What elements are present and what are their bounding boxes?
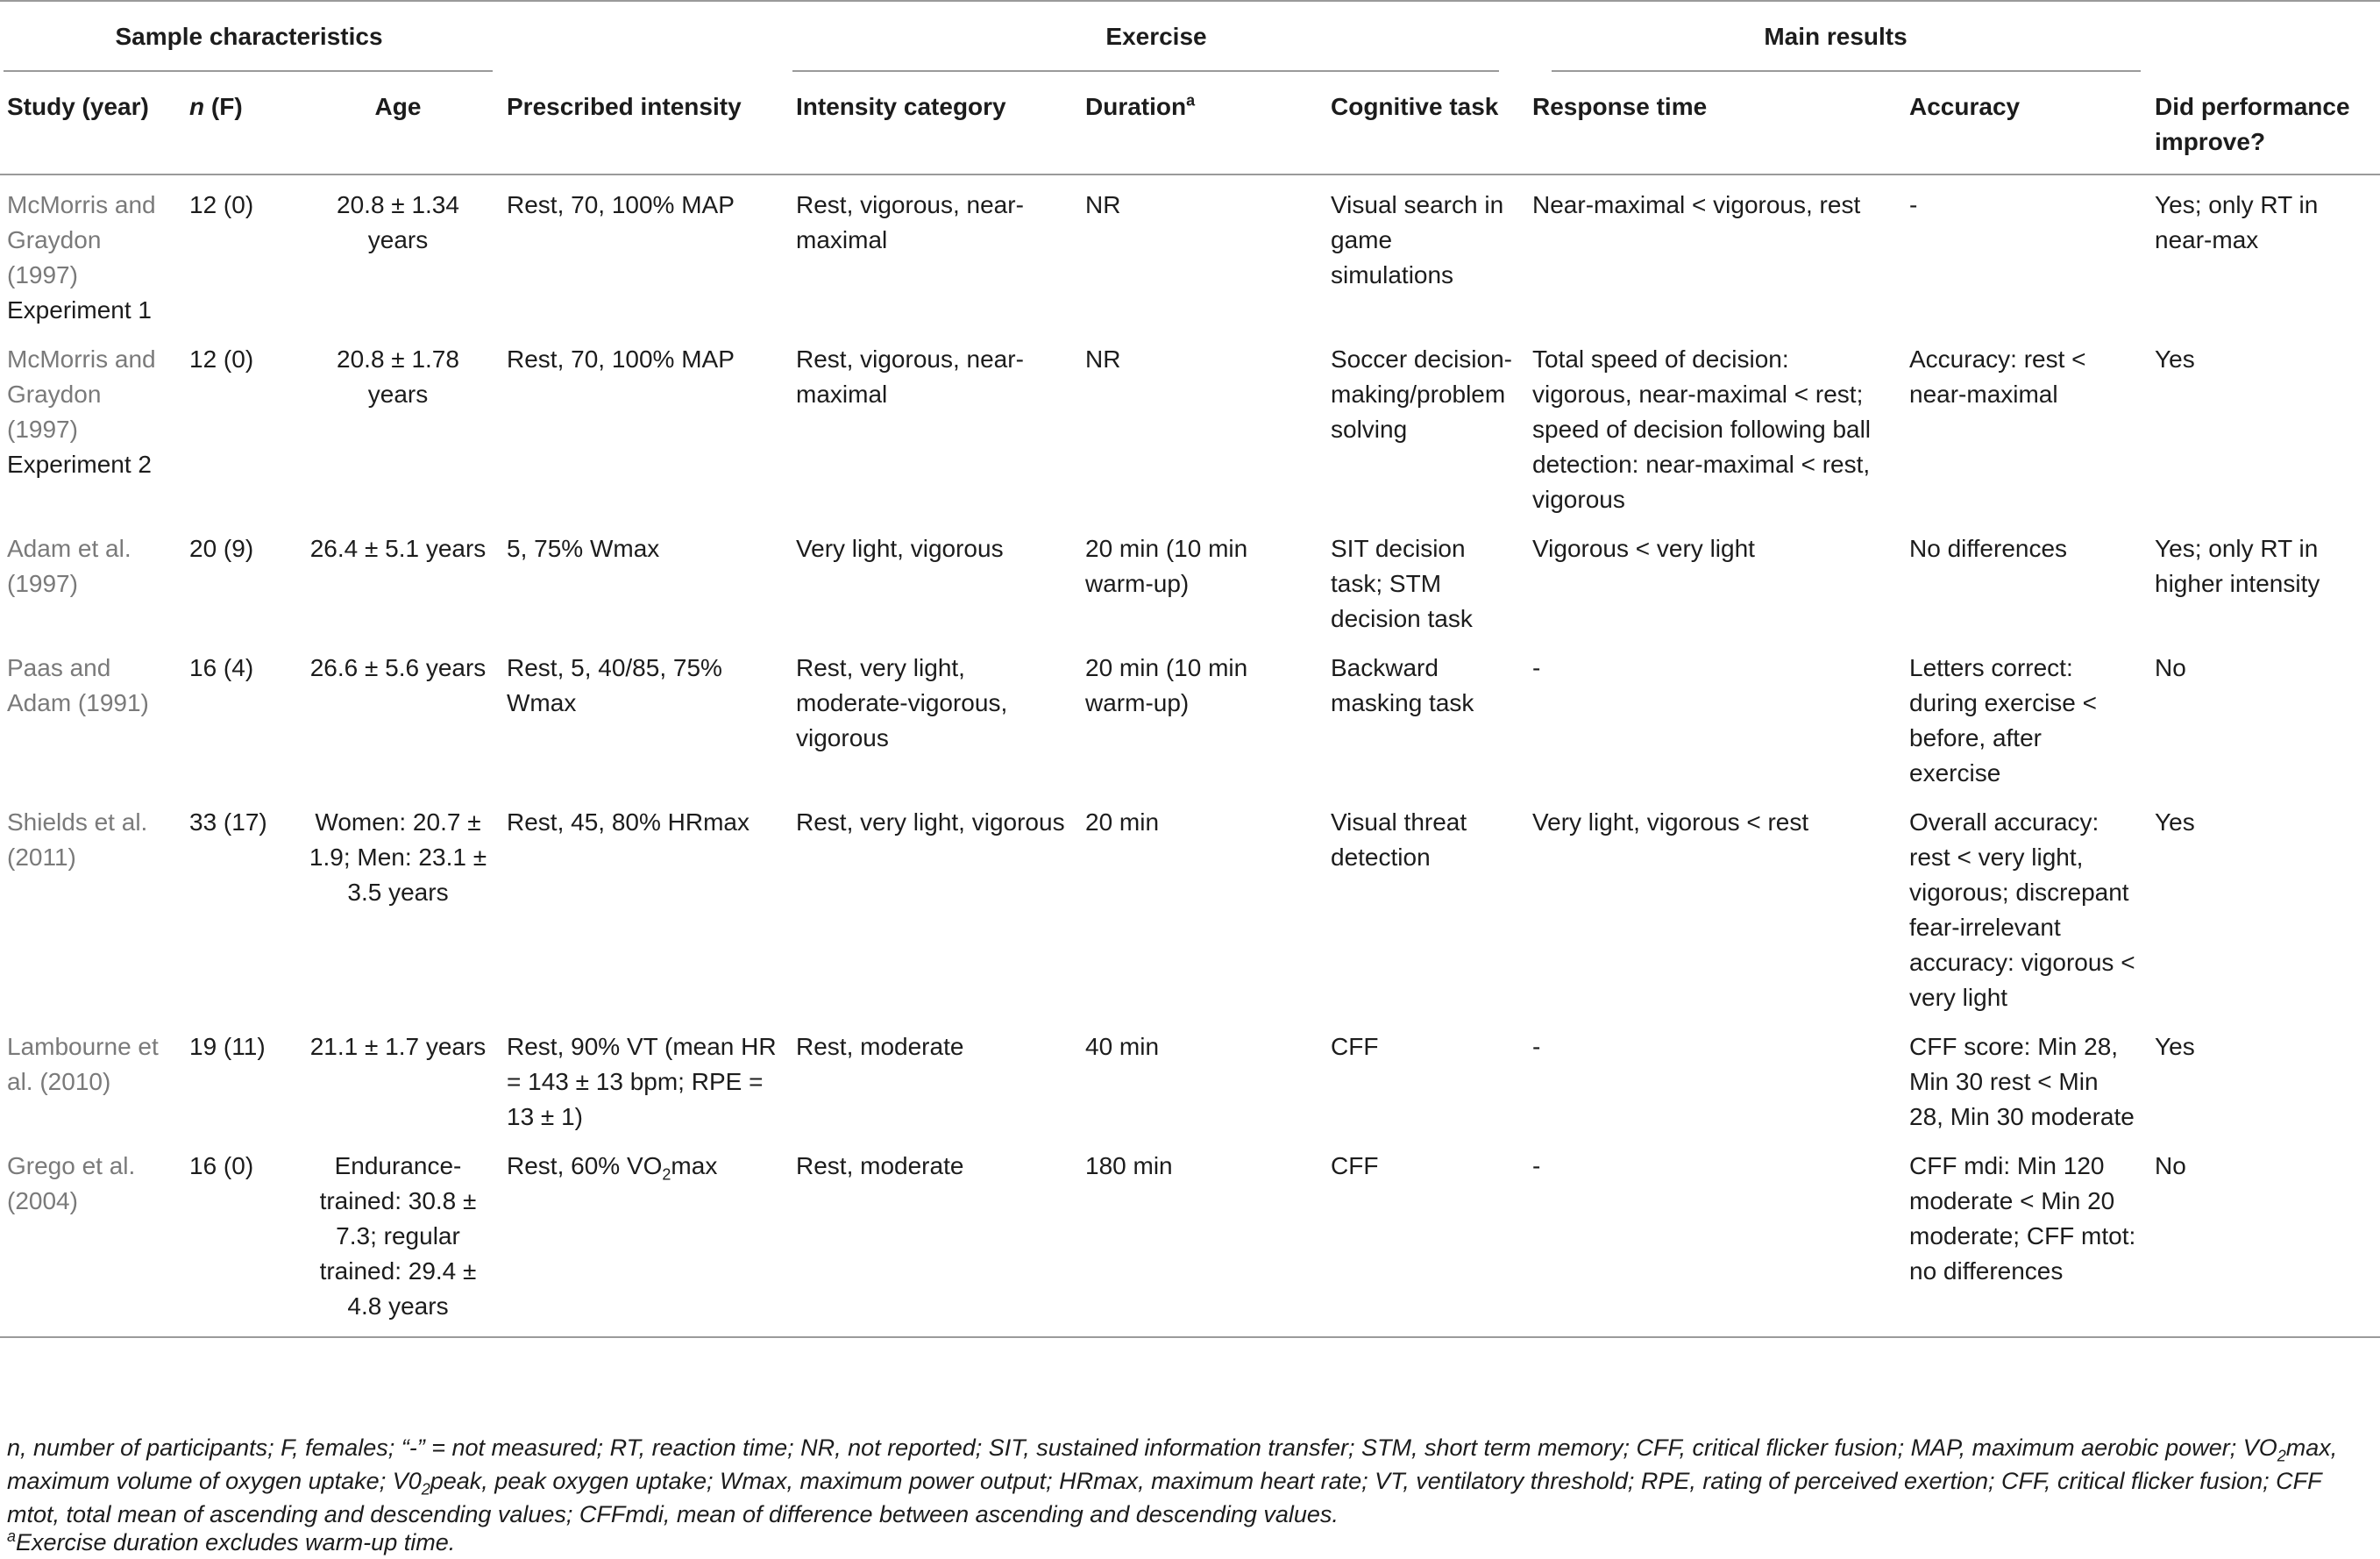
footnote-subscript: 2	[421, 1480, 430, 1498]
cell-age: 20.8 ± 1.34 years	[337, 191, 459, 253]
cell-duration: 180 min	[1078, 1136, 1324, 1337]
cell-accuracy: CFF score: Min 28, Min 30 rest < Min 28, Min 30 moderate	[1909, 1033, 2135, 1130]
cell-age: 20.8 ± 1.78 years	[337, 345, 459, 408]
cell-n: 16 (0)	[182, 1136, 298, 1337]
table-body	[0, 174, 2380, 1337]
cell-duration: NR	[1085, 345, 1121, 373]
cell-category: Rest, very light, vigorous	[796, 808, 1065, 836]
table-header	[0, 1, 2380, 174]
cell-age: Women: 20.7 ± 1.9; Men: 23.1 ± 3.5 years	[309, 808, 487, 906]
cell-n: 19 (11)	[189, 1033, 266, 1060]
col-duration-label: Duration	[1085, 93, 1187, 120]
cell-task: Visual threat detection	[1331, 808, 1467, 871]
cell-task: SIT decision task; STM decision task	[1331, 535, 1473, 632]
cell-n: 12 (0)	[189, 191, 254, 218]
cell-category: Very light, vigorous	[796, 535, 1004, 562]
cell-study: Lambourne et al. (2010)	[7, 1033, 159, 1095]
cell-rt: Near-maximal < vigorous, rest	[1532, 191, 1861, 218]
cell-accuracy: -	[1909, 191, 1918, 218]
col-accuracy: Accuracy	[1909, 93, 2021, 120]
cell-accuracy: Letters correct: during exercise < before, after exercise	[1909, 654, 2098, 787]
cell-duration: 40 min	[1085, 1033, 1160, 1060]
cell-study: Grego et al. (2004)	[0, 1136, 182, 1337]
cell-intensity: Rest, 5, 40/85, 75% Wmax	[507, 654, 722, 716]
group-main-results: Main results	[1525, 1, 2148, 72]
cell-duration: 20 min	[1085, 808, 1160, 836]
cell-n: 12 (0)	[189, 345, 254, 373]
footnote-subscript: 2	[2277, 1447, 2286, 1465]
cell-category: Rest, vigorous, near-maximal	[796, 345, 1024, 408]
cell-study: Paas and Adam (1991)	[7, 654, 149, 716]
cell-age: 26.6 ± 5.6 years	[309, 654, 487, 681]
cell-category: Rest, moderate	[789, 1136, 1078, 1337]
cell-improve: Yes	[2155, 1033, 2195, 1060]
cell-accuracy: No differences	[1909, 535, 2068, 562]
col-duration-sup: a	[1186, 91, 1196, 110]
cell-improve: No	[2148, 1136, 2380, 1337]
col-study: Study (year)	[7, 93, 149, 120]
col-n-italic: n	[189, 93, 205, 120]
col-n-rest: (F)	[204, 93, 243, 120]
study-name: McMorris and Graydon (1997)	[7, 191, 156, 288]
cell-task: Soccer decision-making/problem solving	[1331, 345, 1512, 443]
cell-intensity: Rest, 45, 80% HRmax	[507, 808, 750, 836]
intensity-subscript: 2	[662, 1165, 671, 1184]
col-duration	[1078, 72, 1324, 174]
cell-improve: No	[2155, 654, 2186, 681]
cell-task: Backward masking task	[1331, 654, 1474, 716]
experiment-label: Experiment 1	[7, 296, 152, 324]
cell-rt: Total speed of decision: vigorous, near-maximal < rest; speed of decision following ball detection: near-maximal < rest, vigorous	[1532, 345, 1872, 513]
cell-intensity	[500, 1136, 789, 1337]
cell-intensity: Rest, 70, 100% MAP	[507, 191, 735, 218]
cell-age: 21.1 ± 1.7 years	[309, 1033, 487, 1060]
table-footnote-duration	[7, 1526, 2374, 1559]
col-response-time: Response time	[1532, 93, 1708, 120]
table-row	[0, 174, 2380, 330]
col-intensity-category: Intensity category	[796, 93, 1006, 120]
cell-rt: -	[1525, 1136, 1902, 1337]
cell-category: Rest, moderate	[796, 1033, 964, 1060]
cell-improve: Yes; only RT in near-max	[2155, 191, 2319, 253]
cell-study	[0, 330, 182, 519]
cell-duration: 20 min (10 min warm-up)	[1085, 535, 1248, 597]
table-row	[0, 638, 2380, 793]
group-exercise: Exercise	[789, 1, 1525, 72]
cell-accuracy: Overall accuracy: rest < very light, vigorous; discrepant fear-irrelevant accuracy: vigorous < very light	[1909, 808, 2135, 1011]
col-cognitive-task: Cognitive task	[1331, 93, 1499, 120]
cell-study: Adam et al. (1997)	[7, 535, 131, 597]
cell-n: 16 (4)	[189, 654, 254, 681]
footnote-part: max, maximum volume of oxygen uptake; V0	[7, 1434, 2338, 1494]
cell-age: Endurance-trained: 30.8 ± 7.3; regular trained: 29.4 ± 4.8 years	[298, 1136, 500, 1337]
cell-category: Rest, very light, moderate-vigorous, vigorous	[796, 654, 1008, 751]
cell-study	[0, 174, 182, 330]
cell-n: 20 (9)	[189, 535, 254, 562]
cell-improve: Yes	[2155, 345, 2195, 373]
experiment-label: Experiment 2	[7, 451, 152, 478]
cell-intensity: Rest, 70, 100% MAP	[507, 345, 735, 373]
intensity-text: Rest, 60% VO	[507, 1152, 663, 1179]
group-sample-characteristics: Sample characteristics	[0, 1, 500, 72]
footnote-part: peak, peak oxygen uptake; Wmax, maximum power output; HRmax, maximum heart rate; VT, ventilatory threshold; RPE, rating of perceived exertion; CFF, critical flicker fusion; CFF mtot, total mean of ascending and descending values; CFFmdi, mean of difference between ascending and descending values.	[7, 1468, 2322, 1527]
cell-n: 33 (17)	[189, 808, 267, 836]
cell-accuracy: Accuracy: rest < near-maximal	[1909, 345, 2086, 408]
footnote-marker: a	[7, 1527, 17, 1545]
cell-duration: NR	[1085, 191, 1121, 218]
cell-intensity: 5, 75% Wmax	[507, 535, 660, 562]
intensity-suffix: max	[671, 1152, 718, 1179]
col-n	[182, 72, 298, 174]
col-did-improve: Did performance improve?	[2155, 93, 2350, 155]
table-row	[0, 1136, 2380, 1337]
cell-improve: Yes	[2155, 808, 2195, 836]
cell-rt: -	[1532, 1033, 1541, 1060]
col-prescribed-intensity: Prescribed intensity	[507, 93, 742, 120]
table-row	[0, 519, 2380, 638]
cell-rt: Very light, vigorous < rest	[1532, 808, 1809, 836]
table-row	[0, 793, 2380, 1017]
cell-rt: -	[1532, 654, 1541, 681]
cell-category: Rest, vigorous, near-maximal	[796, 191, 1024, 253]
table-row	[0, 330, 2380, 519]
cell-accuracy: CFF mdi: Min 120 moderate < Min 20 moderate; CFF mtot: no differences	[1902, 1136, 2148, 1337]
footnote-part: n, number of participants; F, females; “-” = not measured; RT, reaction time; NR, not reported; SIT, sustained information transfer; STM, short term memory; CFF, critical flicker fusion; MAP, maximum aerobic power; VO	[7, 1434, 2277, 1461]
table-row	[0, 1017, 2380, 1136]
cell-task: CFF	[1324, 1136, 1525, 1337]
table-footnote-abbreviations	[7, 1431, 2374, 1531]
study-name: McMorris and Graydon (1997)	[7, 345, 156, 443]
footnote-note: Exercise duration excludes warm-up time.	[16, 1529, 456, 1555]
cell-improve: Yes; only RT in higher intensity	[2155, 535, 2320, 597]
cell-intensity: Rest, 90% VT (mean HR = 143 ± 13 bpm; RPE = 13 ± 1)	[507, 1033, 777, 1130]
cell-task: Visual search in game simulations	[1331, 191, 1504, 288]
cell-study: Shields et al. (2011)	[7, 808, 148, 871]
col-age: Age	[374, 93, 422, 120]
cell-rt: Vigorous < very light	[1532, 535, 1755, 562]
cell-task: CFF	[1331, 1033, 1379, 1060]
cell-duration: 20 min (10 min warm-up)	[1085, 654, 1248, 716]
cell-age: 26.4 ± 5.1 years	[309, 535, 487, 562]
